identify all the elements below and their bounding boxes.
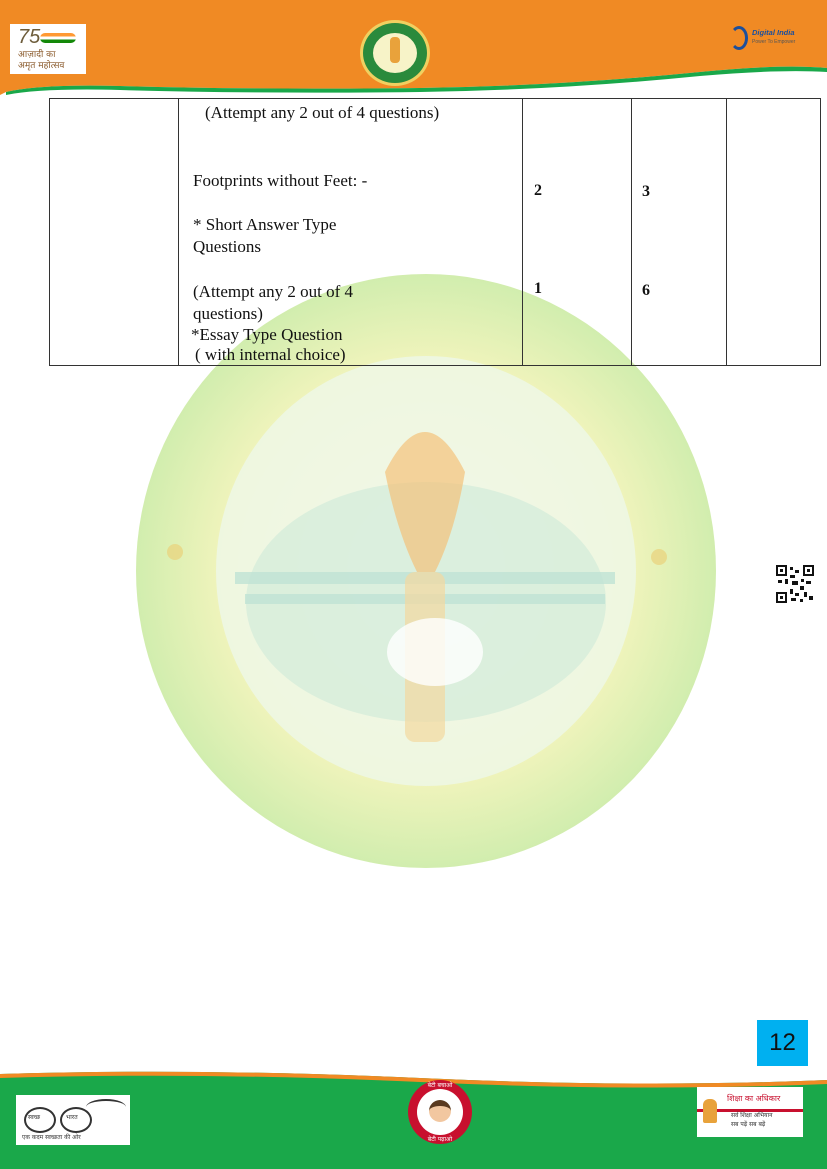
shiksha-line1: सर्व शिक्षा अभियान bbox=[731, 1112, 773, 1119]
logo-number: 75 bbox=[18, 26, 41, 48]
essay-type-label-line1: *Essay Type Question bbox=[191, 325, 343, 344]
table-cell-empty bbox=[50, 99, 179, 366]
attempt-instruction-top: (Attempt any 2 out of 4 questions) bbox=[205, 103, 440, 122]
girl-face-icon bbox=[429, 1100, 451, 1122]
azadi-ka-amrit-mahotsav-logo bbox=[10, 24, 86, 74]
essay-marks: 6 bbox=[642, 282, 650, 299]
attempt-instruction-mid-line1: (Attempt any 2 out of 4 bbox=[193, 282, 354, 301]
bharat-word: भारत bbox=[66, 1114, 78, 1121]
digital-india-d-icon bbox=[730, 26, 748, 50]
table-row bbox=[50, 99, 821, 366]
board-seal-icon bbox=[360, 20, 430, 86]
essay-type-label-line2: ( with internal choice) bbox=[195, 345, 346, 364]
logo-line1: आज़ादी का bbox=[18, 50, 56, 60]
essay-question-count: 1 bbox=[534, 280, 542, 297]
short-answer-marks: 3 bbox=[642, 183, 650, 200]
table-cell-question-count bbox=[523, 99, 632, 366]
shiksha-ka-adhikar-logo bbox=[697, 1087, 803, 1137]
beti-padhao-text: बेटी पढ़ाओ bbox=[427, 1136, 453, 1143]
swachh-word: स्वच्छ bbox=[28, 1114, 41, 1121]
swachh-tagline: एक कदम स्वच्छता की ओर bbox=[22, 1134, 81, 1141]
swachh-bharat-logo bbox=[16, 1095, 130, 1145]
shiksha-title: शिक्षा का अधिकार bbox=[727, 1094, 781, 1103]
short-answer-label-line2: Questions bbox=[193, 237, 261, 256]
page-number: 12 bbox=[757, 1020, 808, 1066]
short-answer-label-line1: * Short Answer Type bbox=[193, 215, 337, 234]
digital-india-title: Digital India bbox=[752, 28, 795, 37]
beti-bachao-beti-padhao-logo bbox=[408, 1080, 472, 1144]
flag-icon bbox=[40, 33, 76, 43]
attempt-instruction-mid-line2: questions) bbox=[193, 304, 263, 323]
child-icon bbox=[703, 1099, 717, 1123]
table-cell-marks bbox=[632, 99, 727, 366]
beti-bachao-text: बेटी बचाओ bbox=[427, 1082, 453, 1089]
qr-code-icon bbox=[776, 565, 814, 603]
short-answer-question-count: 2 bbox=[534, 182, 542, 199]
digital-india-subtitle: Power To Empower bbox=[752, 39, 796, 45]
table-cell-section-description bbox=[179, 99, 523, 366]
footprints-heading: Footprints without Feet: - bbox=[193, 171, 368, 190]
digital-india-logo bbox=[726, 24, 806, 54]
logo-line2: अमृत महोत्सव bbox=[18, 61, 65, 71]
question-pattern-table bbox=[49, 98, 821, 366]
table-cell-empty-last bbox=[727, 99, 821, 366]
shiksha-line2: सब पढ़ें सब बढ़ें bbox=[731, 1121, 766, 1128]
